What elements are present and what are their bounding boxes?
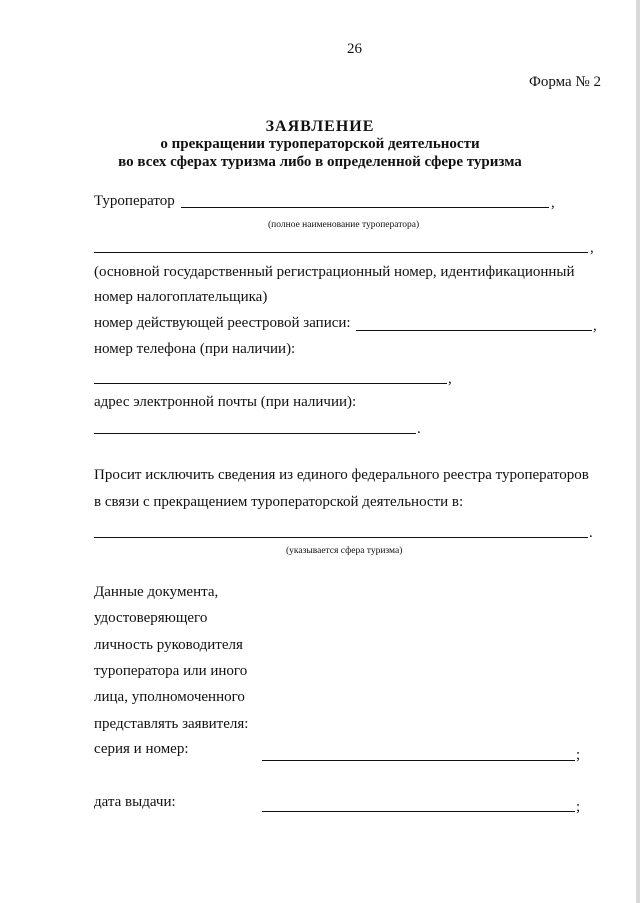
phone-comma: , [448,371,452,387]
id-text-6: представлять заявителя: [94,716,249,732]
sphere-hint: (указывается сфера туризма) [286,546,403,556]
operator-comma: , [551,195,555,211]
page-number: 26 [347,41,362,57]
continuation-comma: , [590,240,594,256]
request-text-2: в связи с прекращением туроператорской деятельности в: [94,494,464,510]
document-title: ЗАЯВЛЕНИЕ [265,118,375,135]
id-text-3: личность руководителя [94,637,243,653]
operator-hint: (полное наименование туроператора) [268,220,420,230]
issue-date-field[interactable] [262,811,575,812]
request-text-1: Просит исключить сведения из единого федерального реестра туроператоров [94,467,589,483]
id-text-5: лица, уполномоченного [94,689,245,705]
registry-record-label: номер действующей реестровой записи: [94,315,351,331]
operator-name-field[interactable] [181,207,549,208]
email-field[interactable] [94,433,416,434]
registration-text-1: (основной государственный регистрационный номер, идентификационный [94,264,575,280]
phone-field[interactable] [94,383,447,384]
operator-label: Туроператор [94,193,175,209]
email-period: . [417,421,421,437]
registration-text-2: номер налогоплательщика) [94,289,268,305]
registry-comma: , [593,318,597,334]
series-number-field[interactable] [262,760,575,761]
document-subtitle-2: во всех сферах туризма либо в определенной сфере туризма [118,154,522,170]
series-number-label: серия и номер: [94,741,189,757]
phone-label: номер телефона (при наличии): [94,341,296,357]
tourism-sphere-field[interactable] [94,537,588,538]
id-text-4: туроператора или иного [94,663,248,679]
document-subtitle-1: о прекращении туроператорской деятельности [160,136,480,152]
id-text-1: Данные документа, [94,584,219,600]
email-label: адрес электронной почты (при наличии): [94,394,357,410]
issue-semicolon: ; [576,799,581,815]
id-text-2: удостоверяющего [94,610,208,626]
form-label: Форма № 2 [529,74,601,90]
series-semicolon: ; [576,747,581,763]
sphere-period: . [589,525,593,541]
issue-date-label: дата выдачи: [94,794,176,810]
registry-record-field[interactable] [356,330,592,331]
operator-name-continuation-field[interactable] [94,252,588,253]
